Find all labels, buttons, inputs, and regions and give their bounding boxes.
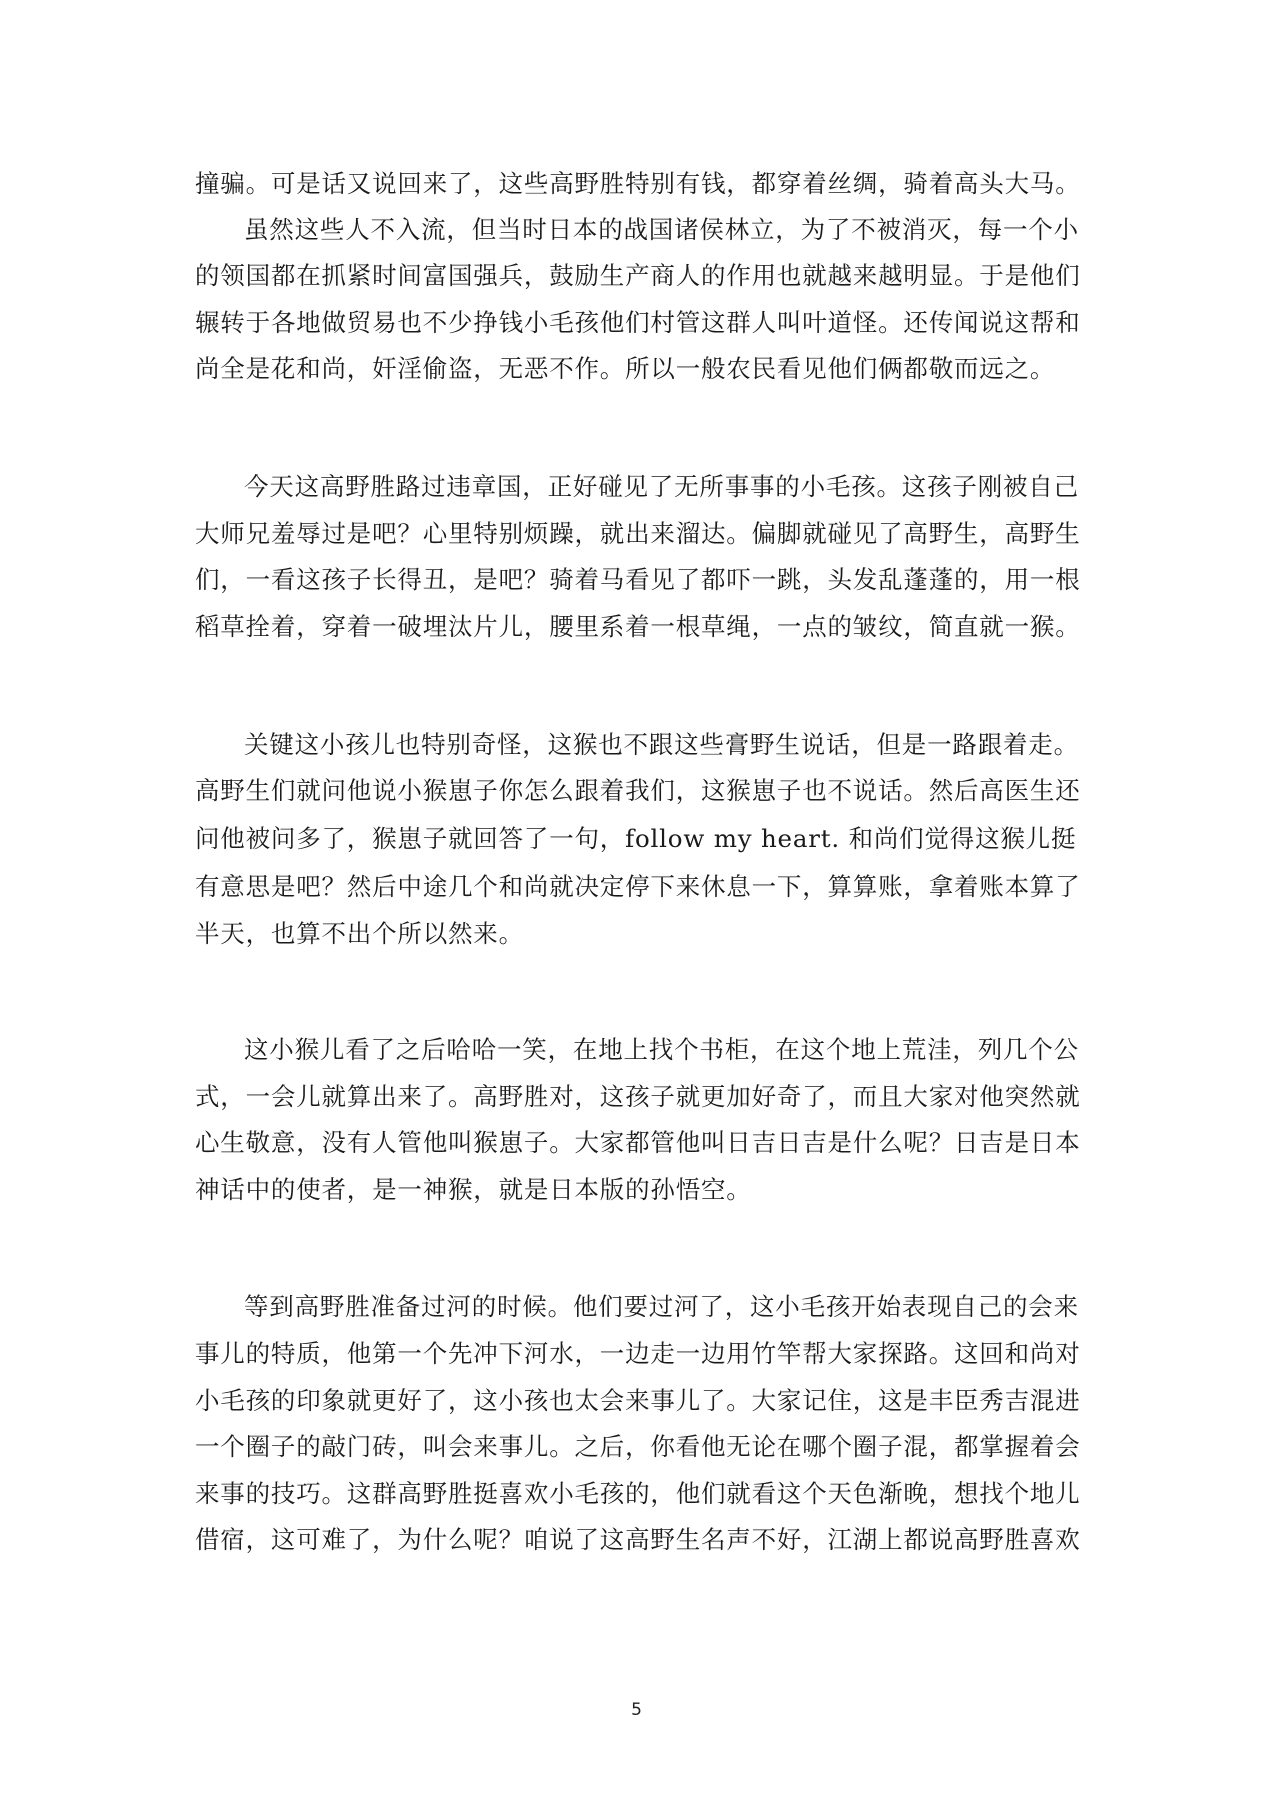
page-number: 5 bbox=[631, 1700, 642, 1720]
paragraph-line: 这小猴儿看了之后哈哈一笑，在地上找个书柜，在这个地上荒洼，列几个公 bbox=[244, 1035, 1079, 1064]
paragraph-line: 高野生们就问他说小猴崽子你怎么跟着我们，这猴崽子也不说话。然后高医生还 bbox=[195, 776, 1081, 805]
paragraph-line: 今天这高野胜路过违章国，正好碰见了无所事事的小毛孩。这孩子刚被自己 bbox=[244, 472, 1079, 501]
paragraph-line: 的领国都在抓紧时间富国强兵，鼓励生产商人的作用也就越来越明显。于是他们 bbox=[195, 261, 1081, 290]
paragraph-line: 一个圈子的敲门砖，叫会来事儿。之后，你看他无论在哪个圈子混，都掌握着会 bbox=[195, 1432, 1081, 1461]
paragraph-line: 虽然这些人不入流，但当时日本的战国诸侯林立，为了不被消灭，每一个小 bbox=[244, 215, 1079, 244]
paragraph-line: 来事的技巧。这群高野胜挺喜欢小毛孩的，他们就看这个天色渐晚，想找个地儿 bbox=[195, 1479, 1081, 1508]
paragraph-line: 神话中的使者，是一神猴，就是日本版的孙悟空。 bbox=[195, 1175, 752, 1204]
paragraph-line: 小毛孩的印象就更好了，这小孩也太会来事儿了。大家记住，这是丰臣秀吉混进 bbox=[195, 1386, 1081, 1415]
paragraph-line: 等到高野胜准备过河的时候。他们要过河了，这小毛孩开始表现自己的会来 bbox=[244, 1292, 1079, 1321]
paragraph-line: 心生敬意，没有人管他叫猴崽子。大家都管他叫日吉日吉是什么呢？日吉是日本 bbox=[195, 1128, 1081, 1157]
paragraph-line: 事儿的特质，他第一个先冲下河水，一边走一边用竹竿帮大家探路。这回和尚对 bbox=[195, 1339, 1081, 1368]
paragraph-line: 大师兄羞辱过是吧？心里特别烦躁，就出来溜达。偏脚就碰见了高野生，高野生 bbox=[195, 519, 1081, 548]
paragraph-line: 有意思是吧？然后中途几个和尚就决定停下来休息一下，算算账，拿着账本算了 bbox=[195, 872, 1081, 901]
paragraph-line: 辗转于各地做贸易也不少挣钱小毛孩他们村管这群人叫叶道怪。还传闻说这帮和 bbox=[195, 308, 1081, 337]
paragraph-line: 关键这小孩儿也特别奇怪，这猴也不跟这些膏野生说话，但是一路跟着走。 bbox=[244, 730, 1079, 759]
paragraph-line: 尚全是花和尚，奸淫偷盗，无恶不作。所以一般农民看见他们俩都敬而远之。 bbox=[195, 354, 1056, 383]
paragraph-line: 稻草拴着，穿着一破埋汰片儿，腰里系着一根草绳，一点的皱纹，简直就一猴。 bbox=[195, 612, 1081, 641]
paragraph-line: 借宿，这可难了，为什么呢？咱说了这高野生名声不好，江湖上都说高野胜喜欢 bbox=[195, 1525, 1081, 1554]
paragraph-line: 们，一看这孩子长得丑，是吧？骑着马看见了都吓一跳，头发乱蓬蓬的，用一根 bbox=[195, 565, 1081, 594]
paragraph-line: 半天，也算不出个所以然来。 bbox=[195, 919, 524, 948]
paragraph-line: 撞骗。可是话又说回来了，这些高野胜特别有钱，都穿着丝绸，骑着高头大马。 bbox=[195, 169, 1081, 198]
paragraph-line: 问他被问多了，猴崽子就回答了一句，follow my heart. 和尚们觉得这猴儿挺 bbox=[195, 824, 1077, 853]
paragraph-line: 式，一会儿就算出来了。高野胜对，这孩子就更加好奇了，而且大家对他突然就 bbox=[195, 1082, 1081, 1111]
